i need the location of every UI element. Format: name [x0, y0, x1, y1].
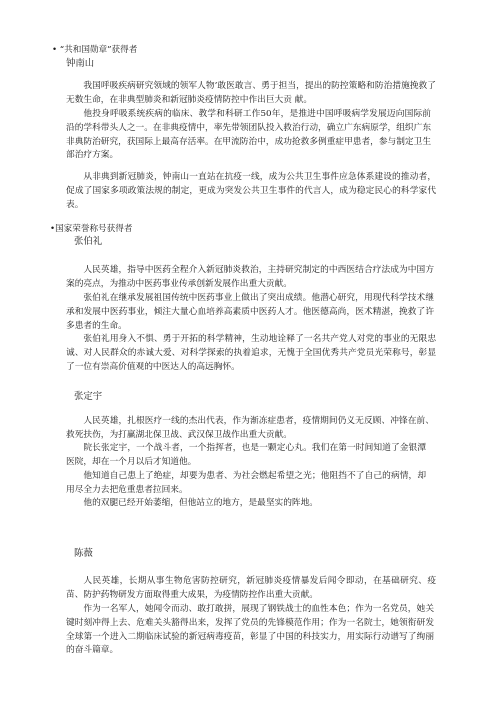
paragraph: 人民英雄，长期从事生物危害防控研究，新冠肺炎疫情暴发后闻令即动，在基础研究、疫苗、防护药物研发方面取得重大成果，为疫情防控作出重大贡献。 — [66, 576, 436, 600]
paragraph: 张伯礼用身入不惧、勇于开拓的科学精神，生动地诠释了一名共产党人对党的事业的无限忠诚、对人民群众的赤诚大爱、对科学探索的执着追求，无愧于全国优秀共产党员光荣称号，彰显了一位有崇高价值观的中医达人的高远胸怀。 — [66, 334, 436, 372]
paragraph: 人民英雄，指导中医药全程介入新冠肺炎救治，主持研究制定的中西医结合疗法成为中国方案的亮点，为推动中医药事业传承创新发展作出重大贡献。 — [66, 265, 434, 289]
paragraph: 他的双腿已经开始萎缩，但他站立的地方，是最坚实的阵地。 — [83, 498, 318, 508]
paragraph: 院长张定宇，一个战斗者，一个指挥者，也是一颗定心丸。我们在第一时间知道了金银潭医院，却在一个月以后才知道他。 — [66, 443, 426, 467]
paragraph: 他投身呼吸系统疾病的临床、教学和科研工作50年，是推进中国呼吸病学发展迈向国际前沿的学科带头人之一。在非典疫情中，率先带领团队投入救治行动，确立广东病原学，组织广东非典防治研究，获国际上最高存活率。在甲流防治中，成功抢救多例重症甲患者，参与制定卫生部治疗方案。 — [66, 109, 431, 161]
person-name-zhang-dingyu: 张定宇 — [74, 391, 103, 402]
person-name-zhong-nanshan: 钟南山 — [66, 58, 95, 69]
paragraph: 作为一名军人，她闻令而动、敢打敢拼，展现了钢铁战士的血性本色；作为一名党员，她关键时刻冲得上去、危难关头豁得出来，发挥了党员的先锋模范作用；作为一名院士，她领衔研发全球第一个进入二期临床试验的新冠病毒疫苗，彰显了中国的科技实力，用实际行动谱写了绚丽的奋斗篇章。 — [66, 604, 434, 656]
paragraph: 人民英雄，扎根医疗一线的杰出代表，作为渐冻症患者，疫情期间仍义无反顾、冲锋在前、救死扶伤，为打赢湖北保卫战、武汉保卫战作出重大贡献。 — [66, 416, 434, 440]
section-title-national-honor: •国家荣誉称号获得者 — [50, 224, 133, 234]
person-name-zhang-boli: 张伯礼 — [74, 236, 103, 247]
paragraph: 张伯礼在继承发展祖国传统中医药事业上做出了突出成绩。他潜心研究，用现代科学技术继承和发展中医药事业，倾注大量心血培养高素质中医药人才。他医德高尚，医术精湛，挽救了许多患者的生命。 — [66, 293, 434, 331]
section-title-republic-medal: • “共和国勋章”获得者 — [52, 45, 138, 55]
person-name-chen-wei: 陈薇 — [74, 548, 93, 559]
paragraph: 我国呼吸疾病研究领域的领军人物’敢医敢言、勇于担当，提出的防控策略和防治措施挽救了无数生命，在非典型肺炎和新冠肺炎疫情防控中作出巨大贡 献。 — [66, 81, 436, 105]
paragraph: 从非典到新冠肺炎，钟南山一直站在抗疫一线，成为公共卫生事件应急体系建设的推动者，促成了国家多项政策法规的制定，更成为突发公共卫生事件的代言人，成为稳定民心的科学家代表。 — [66, 172, 436, 210]
paragraph: 他知道自己患上了绝症，却要为患者、为社会燃起希望之光；他阻挡不了自己的病情，却用尽全力去把危重患者拉回来。 — [66, 471, 426, 495]
